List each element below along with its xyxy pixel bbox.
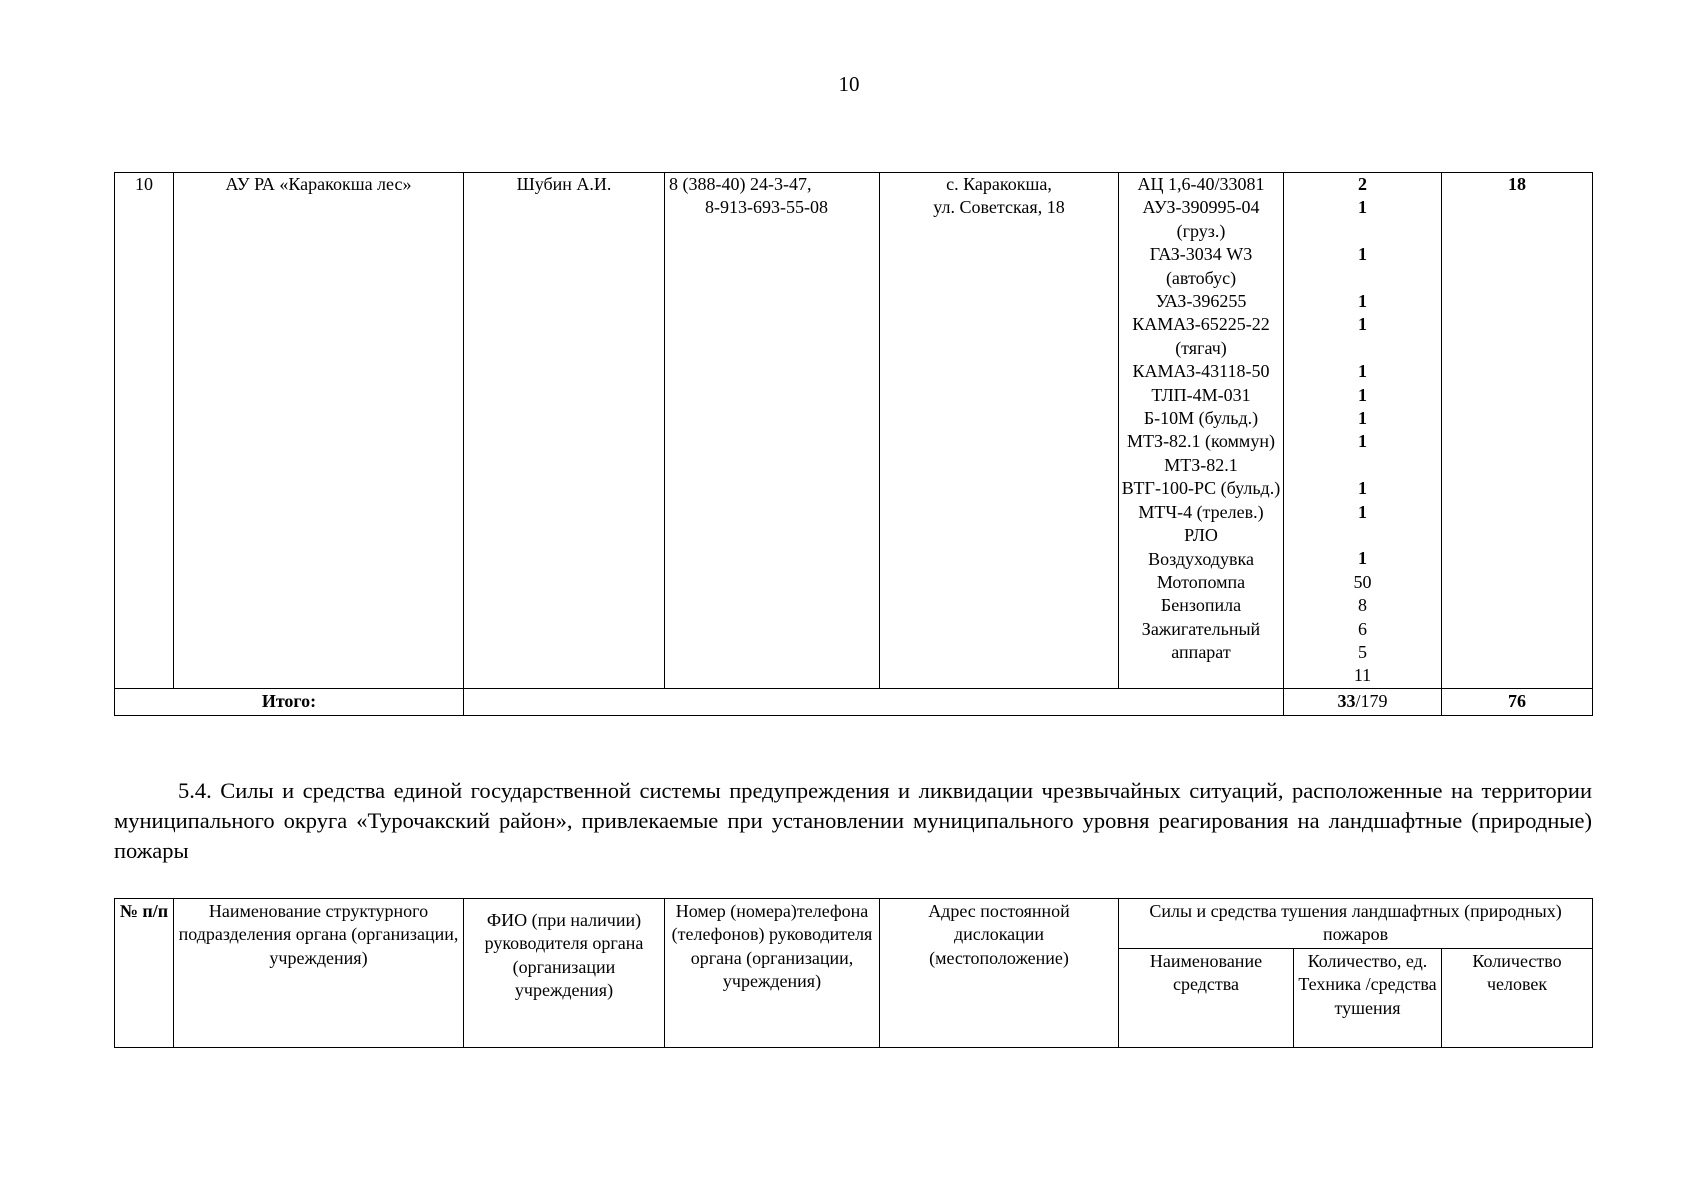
section-paragraph: 5.4. Силы и средства единой государственной системы предупреждения и ликвидации чрезвычайных ситуаций, расположенные на территории муниципального округа «Турочакский район», привлекаемые при установлении муниципального уровня реагирования на ландшафтные (природные) пожары	[114, 778, 1592, 863]
list-item: 1	[1358, 431, 1367, 452]
list-item: 2	[1358, 174, 1367, 194]
list-item: Бензопила	[1160, 595, 1242, 616]
list-item: 5	[1358, 642, 1367, 663]
list-item: Воздуходувка	[1148, 548, 1254, 569]
list-item: КАМАЗ-43118-50	[1132, 361, 1270, 382]
list-item: УАЗ-396255	[1155, 291, 1247, 312]
list-item: АЦ 1,6-40/33081	[1137, 174, 1265, 194]
header-num: № п/п	[115, 899, 174, 1048]
total-label: Итого:	[115, 688, 464, 715]
total-people: 76	[1442, 688, 1593, 715]
list-item: 50	[1353, 571, 1372, 592]
list-item: ТЛП-4М-031	[1151, 384, 1251, 405]
header-qty: Количество, ед. Техника /средства тушения	[1294, 948, 1442, 1047]
people-count: 18	[1442, 173, 1593, 689]
list-item: 1	[1358, 314, 1367, 335]
list-item: 1	[1358, 291, 1367, 311]
page-number: 10	[838, 72, 860, 96]
list-item: 1	[1358, 548, 1367, 569]
header-row	[115, 899, 1593, 949]
list-item: 6	[1358, 618, 1367, 639]
vehicle-list	[1119, 173, 1284, 689]
header-fio: ФИО (при наличии) руководителя органа (организации учреждения)	[464, 899, 665, 1048]
total-row	[115, 688, 1593, 715]
list-item: Мотопомпа	[1156, 571, 1246, 592]
phone-line-2: 8-913-693-55-08	[705, 197, 828, 218]
list-item: АУЗ-390995-04 (груз.)	[1142, 197, 1260, 241]
list-item: Зажигательный аппарат	[1141, 618, 1261, 663]
list-item: ГАЗ-3034 W3 (автобус)	[1149, 244, 1253, 288]
total-empty-cell	[464, 688, 1284, 715]
list-item: 1	[1358, 501, 1367, 522]
phone-cell	[665, 173, 880, 689]
list-item: 1	[1358, 361, 1367, 382]
phone-line-1: 8 (388-40) 24-3-47,	[669, 174, 812, 194]
forces-table-header	[114, 898, 1593, 1048]
address-line-1: с. Каракокша,	[946, 174, 1052, 194]
total-quantity-bold: 33	[1337, 691, 1356, 712]
list-item: Б-10М (бульд.)	[1143, 408, 1259, 429]
list-item: 8	[1358, 595, 1367, 616]
list-item: 1	[1358, 478, 1367, 499]
list-item: МТЗ-82.1	[1164, 454, 1238, 475]
list-item: МТЧ-4 (трелев.)	[1138, 501, 1264, 522]
header-phone: Номер (номера)телефона (телефонов) руководителя органа (организации, учреждения)	[665, 899, 880, 1048]
header-forces: Силы и средства тушения ландшафтных (природных) пожаров	[1119, 899, 1593, 949]
header-name: Наименование средства	[1119, 948, 1294, 1047]
header-org: Наименование структурного подразделения органа (организации, учреждения)	[174, 899, 464, 1048]
forces-table-continued	[114, 172, 1593, 716]
total-quantity	[1284, 688, 1442, 715]
quantity-list	[1284, 173, 1442, 689]
list-item: 1	[1358, 384, 1367, 405]
table-row	[115, 173, 1593, 689]
header-people: Количество человек	[1442, 948, 1593, 1047]
list-item: КАМАЗ-65225-22 (тягач)	[1132, 314, 1270, 358]
list-item: ВТГ-100-РС (бульд.)	[1121, 478, 1281, 499]
organization-name: АУ РА «Каракокша лес»	[174, 173, 464, 689]
list-item: 1	[1358, 197, 1367, 218]
list-item: РЛО	[1184, 525, 1218, 546]
address-line-2: ул. Советская, 18	[933, 197, 1065, 218]
row-number: 10	[115, 173, 174, 689]
list-item: 11	[1353, 665, 1372, 686]
header-address: Адрес постоянной дислокации (местоположение)	[880, 899, 1119, 1048]
total-quantity-rest: /179	[1355, 691, 1388, 712]
head-name: Шубин А.И.	[464, 173, 665, 689]
address-cell	[880, 173, 1119, 689]
list-item: 1	[1358, 408, 1367, 429]
list-item: 1	[1358, 244, 1367, 265]
list-item: МТЗ-82.1 (коммун)	[1127, 431, 1275, 452]
